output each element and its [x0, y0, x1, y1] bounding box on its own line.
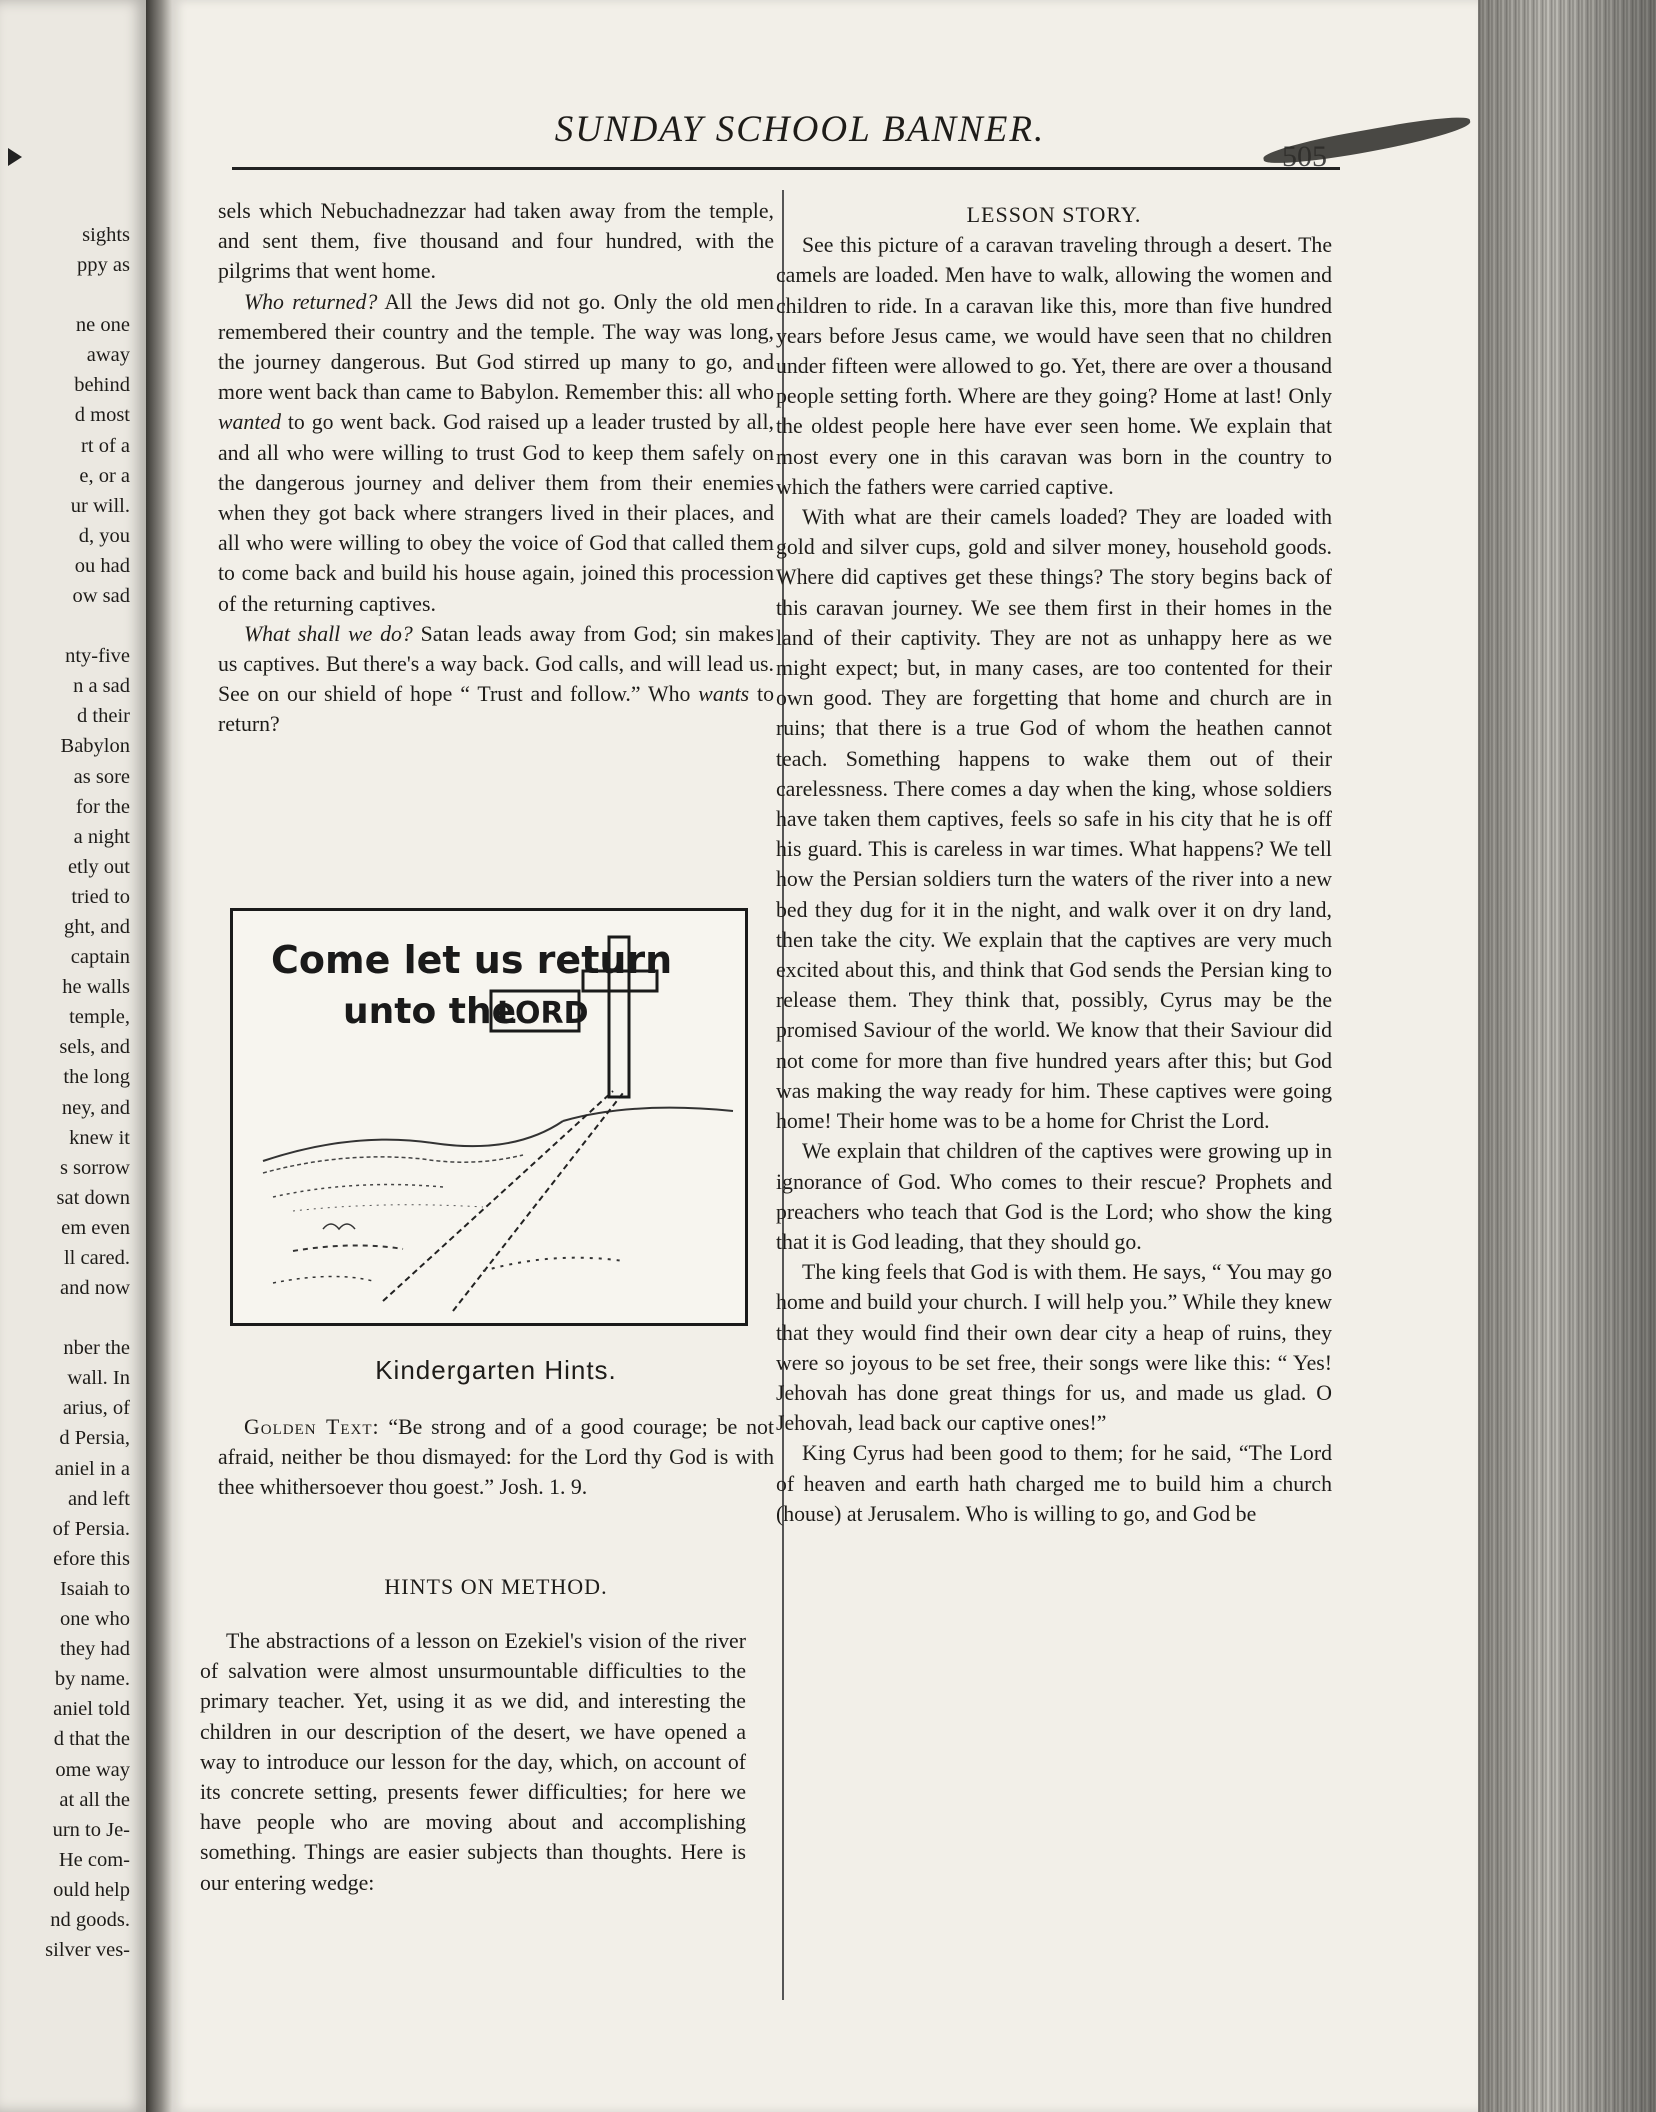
- facing-page-line: ow sad: [72, 585, 130, 608]
- facing-page-line: aniel in a: [54, 1457, 130, 1480]
- golden-text: [218, 1412, 774, 1503]
- facing-page-line: d that the: [53, 1728, 130, 1751]
- facing-page-line: ney, and: [61, 1096, 130, 1119]
- page-edges: [1478, 0, 1656, 2112]
- facing-page-line: d, you: [78, 524, 130, 547]
- facing-page-line: em even: [61, 1216, 130, 1239]
- paragraph: The king feels that God is with them. He says, “ You may go home and build your church. I will help you.” While they knew that they would find their own dear city a heap of ruins, they were so joyous to be set free, their songs were like this: “ Yes! Jehovah has done great things for us, and made us glad. O Jehovah, lead back our captive ones!”: [776, 1260, 1332, 1436]
- golden-text-label: Golden Text:: [244, 1415, 380, 1439]
- facing-page-line: wall. In: [67, 1367, 130, 1390]
- facing-page-line: captain: [70, 946, 130, 969]
- golden-text-body: “Be strong and of a good courage; be not afraid, neither be thou dismayed: for the Lord thy God is with thee whithersoever thou goest.” Josh. 1. 9.: [218, 1415, 774, 1500]
- facing-page-line: tried to: [71, 885, 130, 908]
- running-title: SUNDAY SCHOOL BANNER.: [554, 109, 1046, 150]
- facing-page-line: and now: [59, 1277, 130, 1300]
- facing-page-line: ne one: [75, 314, 130, 337]
- right-column: [776, 200, 1332, 1529]
- illustration-lord: LORD: [497, 996, 589, 1031]
- facing-page-line: Babylon: [60, 735, 130, 758]
- facing-page-line: n a sad: [73, 675, 130, 698]
- paragraph: sels which Nebuchadnezzar had taken away from the temple, and sent them, five thousand and four hundred, with the pilgrims that went home.: [218, 199, 774, 284]
- facing-page-line: d most: [74, 404, 130, 427]
- facing-page-line: they had: [59, 1638, 130, 1661]
- facing-page-line: [0, 611, 130, 641]
- facing-page-line: for the: [75, 795, 130, 818]
- paragraph: King Cyrus had been good to them; for he said, “The Lord of heaven and earth hath charged me to build him a church (house) at Jerusalem. Who is willing to go, and God be: [776, 1441, 1332, 1526]
- facing-page-line: ppy as: [77, 254, 130, 277]
- facing-page-line: e, or a: [79, 464, 130, 487]
- facing-page-line: d their: [77, 705, 130, 728]
- facing-page-line: silver ves-: [45, 1939, 130, 1962]
- facing-page-line: nty-five: [65, 645, 130, 668]
- facing-page-line: He com-: [58, 1848, 130, 1871]
- facing-page-line: [0, 280, 130, 310]
- facing-page-line: Isaiah to: [59, 1577, 130, 1600]
- illustration-line-1: Come let us return: [271, 938, 673, 982]
- facing-page-line: he walls: [62, 976, 130, 999]
- facing-page-line: nd goods.: [50, 1908, 130, 1931]
- facing-page-line: ur will.: [70, 494, 130, 517]
- facing-page-line: sights: [82, 224, 130, 246]
- facing-page-line: urn to Je-: [52, 1818, 130, 1841]
- facing-page-line: [0, 1303, 130, 1333]
- paragraph: We explain that children of the captives were growing up in ignorance of God. Who comes to their rescue? Prophets and preachers who teach that God is the Lord; who show the king that it is God leading, that they should go.: [776, 1139, 1332, 1254]
- illustration: [230, 908, 748, 1326]
- facing-page-line: arius, of: [62, 1397, 130, 1420]
- facing-page-line: sat down: [56, 1186, 130, 1209]
- facing-page-line: as sore: [73, 765, 130, 788]
- facing-page-line: sels, and: [59, 1036, 130, 1059]
- facing-page-line: d Persia,: [59, 1427, 130, 1450]
- facing-page-line: of Persia.: [52, 1517, 130, 1540]
- facing-page-line: a night: [73, 825, 130, 848]
- facing-page-line: s sorrow: [59, 1156, 130, 1179]
- facing-page-line: behind: [74, 374, 130, 397]
- facing-page-line: etly out: [67, 855, 130, 878]
- header-rule: [232, 167, 1340, 170]
- facing-page-line: ou had: [74, 554, 130, 577]
- facing-page-line: by name.: [54, 1668, 130, 1691]
- facing-page-line: rt of a: [81, 434, 130, 457]
- lesson-story-heading: LESSON STORY.: [966, 202, 1142, 227]
- facing-page-line: ould help: [53, 1878, 130, 1901]
- facing-page-line: the long: [63, 1066, 130, 1089]
- paragraph: See this picture of a caravan traveling through a desert. The camels are loaded. Men have to walk, allowing the women and children to ride. In a caravan like this, more than five hundred years before Jesus came, we would have seen that no children under fifteen were allowed to go. Yet, there are over a thousand people setting forth. Where are they going? Home at last! Only the oldest people here have ever seen home. We explain that most every one in this caravan was born in the country to which the fathers were carried captive.: [776, 233, 1332, 499]
- facing-page-line: aniel told: [53, 1698, 130, 1721]
- facing-page-line: efore this: [53, 1547, 130, 1570]
- facing-page-line: ght, and: [63, 915, 130, 938]
- kindergarten-heading: Kindergarten Hints.: [375, 1355, 617, 1385]
- facing-page: [0, 0, 146, 2112]
- facing-page-line: at all the: [59, 1788, 130, 1811]
- facing-page-line: ome way: [55, 1758, 130, 1781]
- book-gutter: [146, 0, 172, 2112]
- facing-page-line: temple,: [69, 1006, 130, 1029]
- cross-landscape-illustration: [233, 911, 745, 1323]
- method-text: The abstractions of a lesson on Ezekiel's vision of the river of salvation were almost unsurmountable difficulties to the primary teacher. Yet, using it as we did, and interesting the children in our description of the desert, we have opened a way to introduce our lesson for the day, which, on account of its concrete setting, presents fewer difficulties; for here we have people who are moving about and accomplishing something. Things are easier subjects than thoughts. Here is our entering wedge:: [200, 1629, 746, 1895]
- paragraph: With what are their camels loaded? They are loaded with gold and silver cups, gold and silver money, household goods. Where did captives get these things? The story begins back of this caravan journey. We see them first in their homes in the land of their captivity. They are not as unhappy here as we might expect; but, in many cases, are too contented for their own good. They are forgetting that home and church are in ruins; that there is a true God of whom the heathen cannot teach. Something happens to wake them out of their carelessness. There comes a day when the king, whose soldiers have taken them captives, feels so safe in his city that he is off his guard. This is careless in war times. What happens? We tell how the Persian soldiers turn the waters of the river into a new bed they dug for it in the night, and walk over it on dry land, then take the city. We explain that the captives are very much excited about this, and think that God sends the Persian king to release them. They think that, possibly, Cyrus may be the promised Saviour of the world. We know that their Saviour did not come for more than five hundred years after this; but God was making the way ready for him. These captives were going home! Their home was to be a home for Christ the Lord.: [776, 505, 1332, 1134]
- facing-page-text: [0, 220, 130, 1965]
- illustration-line-2: unto the: [343, 991, 516, 1032]
- facing-page-line: nber the: [63, 1337, 130, 1360]
- facing-page-line: ll cared.: [63, 1247, 130, 1269]
- left-column: [218, 196, 774, 740]
- method-heading: HINTS ON METHOD.: [384, 1574, 608, 1599]
- arrow-mark-icon: [8, 148, 22, 166]
- paragraph: Who returned? All the Jews did not go. Only the old men remembered their country and the temple. The way was long, the journey dangerous. But God stirred up many to go, and more went back than came to Babylon. Remember this: all who wanted to go went back. God raised up a leader trusted by all, and all who were willing to trust God to keep them safely on the dangerous journey and deliver them from their enemies when they got back where strangers lived in their places, and all who were willing to obey the voice of God that called them to come back and build his house again, joined this procession of the returning captives.: [218, 289, 774, 616]
- paragraph: What shall we do? Satan leads away from God; sin makes us captives. But there's a way back. God calls, and will lead us. See on our shield of hope “ Trust and follow.” Who wants to return?: [218, 621, 774, 737]
- facing-page-line: and left: [67, 1487, 130, 1510]
- facing-page-line: knew it: [69, 1126, 130, 1149]
- facing-page-line: away: [86, 344, 130, 367]
- facing-page-line: one who: [59, 1608, 130, 1631]
